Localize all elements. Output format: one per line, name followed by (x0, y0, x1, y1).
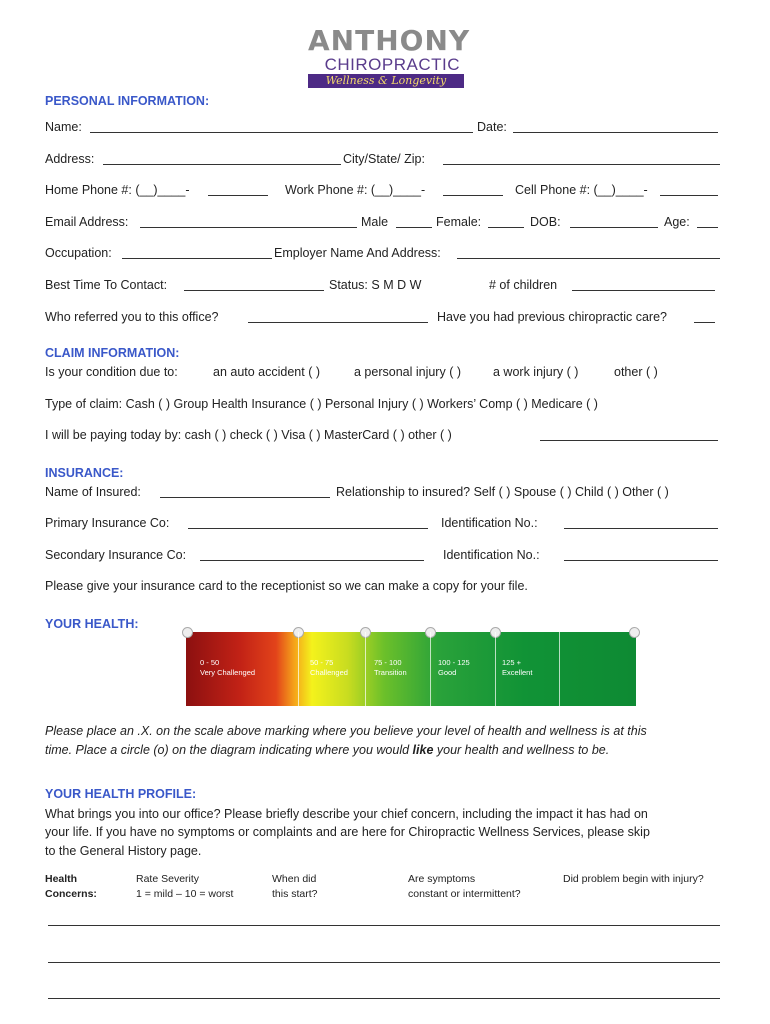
profile-line1: What brings you into our office? Please briefly describe your chief concern, including the impact it has had on (45, 807, 648, 821)
instr-text: time. Place a circle (o) on the diagram indicating where you would (45, 743, 413, 757)
section-title-health: YOUR HEALTH: (45, 617, 139, 631)
scale-range: 100 - 125 (438, 658, 470, 667)
label-children: # of children (489, 278, 558, 292)
scale-divider (298, 632, 299, 706)
label-email: Email Address: (45, 215, 129, 229)
instr-bold: like (412, 743, 434, 757)
label-male: Male (361, 215, 389, 229)
field-female[interactable] (488, 227, 524, 228)
health-instructions-line2 (45, 741, 609, 760)
scale-marker-0 (182, 627, 193, 638)
scale-label: Very Challenged (200, 668, 256, 677)
field-primary-insurance[interactable] (188, 528, 428, 529)
field-occupation[interactable] (122, 258, 272, 259)
col-text: 1 = mild – 10 = worst (136, 888, 234, 900)
label-dob: DOB: (530, 215, 561, 229)
col-text: Rate Severity (136, 873, 200, 885)
field-work-phone[interactable] (443, 195, 503, 196)
label-city-state-zip: City/State/ Zip: (343, 152, 425, 166)
insurance-card-note: Please give your insurance card to the receptionist so we can make a copy for your file. (45, 579, 528, 593)
label-female: Female: (436, 215, 482, 229)
field-male[interactable] (396, 227, 432, 228)
field-payment-other[interactable] (540, 440, 718, 441)
health-concern-line-1[interactable] (48, 925, 720, 926)
col-text: Health (45, 873, 78, 885)
scale-label: Excellent (502, 668, 533, 677)
label-previous-care: Have you had previous chiropractic care? (437, 310, 667, 324)
col-text: Are symptoms (408, 873, 476, 885)
field-id-secondary[interactable] (564, 560, 718, 561)
col-text: this start? (272, 888, 318, 900)
field-email[interactable] (140, 227, 357, 228)
option-other[interactable]: other ( ) (614, 365, 658, 379)
scale-label: Transition (374, 668, 407, 677)
label-id-secondary: Identification No.: (443, 548, 540, 562)
field-best-time[interactable] (184, 290, 324, 291)
field-employer[interactable] (457, 258, 720, 259)
health-instructions-line1: Please place an .X. on the scale above marking where you believe your level of health and wellness is at this (45, 724, 647, 738)
profile-line2: your life. If you have no symptoms or complaints and are here for Chiropractic Wellness Services, please skip (45, 825, 650, 839)
field-cell-phone[interactable] (660, 195, 718, 196)
scale-range: 125 + (502, 658, 521, 667)
scale-divider (430, 632, 431, 706)
field-children[interactable] (572, 290, 715, 291)
field-city-state-zip[interactable] (443, 164, 720, 165)
scale-range: 75 - 100 (374, 658, 402, 667)
payment-method[interactable]: I will be paying today by: cash ( ) check ( ) Visa ( ) MasterCard ( ) other ( ) (45, 428, 452, 442)
col-health-concerns (45, 872, 97, 902)
section-title-claim: CLAIM INFORMATION: (45, 346, 180, 360)
scale-divider (365, 632, 366, 706)
type-of-claim[interactable]: Type of claim: Cash ( ) Group Health Insurance ( ) Personal Injury ( ) Workers’ Comp ( ) Medicare ( ) (45, 397, 598, 411)
field-previous-care[interactable] (694, 322, 715, 323)
option-auto-accident[interactable]: an auto accident ( ) (213, 365, 321, 379)
scale-segment-excellent (502, 658, 532, 678)
field-address[interactable] (103, 164, 341, 165)
col-when-start (272, 872, 318, 902)
label-age: Age: (664, 215, 690, 229)
col-symptoms (408, 872, 521, 902)
col-text: Concerns: (45, 888, 97, 900)
col-text: constant or intermittent? (408, 888, 521, 900)
health-scale[interactable] (186, 632, 636, 706)
col-injury: Did problem begin with injury? (563, 873, 704, 885)
instr-text: your health and wellness to be. (433, 743, 610, 757)
health-concern-line-2[interactable] (48, 962, 720, 963)
label-secondary-insurance: Secondary Insurance Co: (45, 548, 187, 562)
label-work-phone: Work Phone #: (__)____- (285, 183, 426, 197)
label-status: Status: S M D W (329, 278, 422, 292)
option-personal-injury[interactable]: a personal injury ( ) (354, 365, 461, 379)
scale-divider (495, 632, 496, 706)
field-name[interactable] (90, 132, 473, 133)
label-id-primary: Identification No.: (441, 516, 538, 530)
scale-segment-good (438, 658, 470, 678)
label-cell-phone: Cell Phone #: (__)____- (515, 183, 648, 197)
logo (308, 24, 471, 87)
label-home-phone: Home Phone #: (__)____- (45, 183, 190, 197)
scale-range: 50 - 75 (310, 658, 334, 667)
field-referred[interactable] (248, 322, 428, 323)
section-title-personal: PERSONAL INFORMATION: (45, 94, 210, 108)
col-text: When did (272, 873, 317, 885)
scale-segment-very-challenged (200, 658, 255, 678)
col-rate-severity (136, 872, 233, 902)
label-date: Date: (477, 120, 507, 134)
field-home-phone[interactable] (208, 195, 268, 196)
section-title-insurance: INSURANCE: (45, 466, 124, 480)
label-primary-insurance: Primary Insurance Co: (45, 516, 170, 530)
label-referred: Who referred you to this office? (45, 310, 219, 324)
scale-segment-challenged (310, 658, 348, 678)
label-best-time: Best Time To Contact: (45, 278, 168, 292)
label-address: Address: (45, 152, 95, 166)
field-dob[interactable] (570, 227, 658, 228)
scale-range: 0 - 50 (200, 658, 220, 667)
field-secondary-insurance[interactable] (200, 560, 424, 561)
logo-name: ANTHONY (308, 24, 471, 57)
label-occupation: Occupation: (45, 246, 112, 260)
scale-marker-5 (629, 627, 640, 638)
field-id-primary[interactable] (564, 528, 718, 529)
field-name-insured[interactable] (160, 497, 330, 498)
logo-subtitle: CHIROPRACTIC (324, 55, 460, 74)
label-condition: Is your condition due to: (45, 365, 178, 379)
label-name-insured: Name of Insured: (45, 485, 141, 499)
field-date[interactable] (513, 132, 718, 133)
label-name: Name: (45, 120, 82, 134)
scale-segment-transition (374, 658, 407, 678)
field-age[interactable] (697, 227, 718, 228)
scale-divider (559, 632, 560, 706)
health-concern-line-3[interactable] (48, 998, 720, 999)
section-title-profile: YOUR HEALTH PROFILE: (45, 787, 197, 801)
scale-label: Challenged (310, 668, 348, 677)
option-work-injury[interactable]: a work injury ( ) (493, 365, 579, 379)
logo-tagline: Wellness & Longevity (308, 74, 464, 88)
scale-label: Good (438, 668, 457, 677)
relationship-to-insured[interactable]: Relationship to insured? Self ( ) Spouse ( ) Child ( ) Other ( ) (336, 485, 669, 499)
profile-line3: to the General History page. (45, 844, 202, 858)
label-employer: Employer Name And Address: (274, 246, 441, 260)
